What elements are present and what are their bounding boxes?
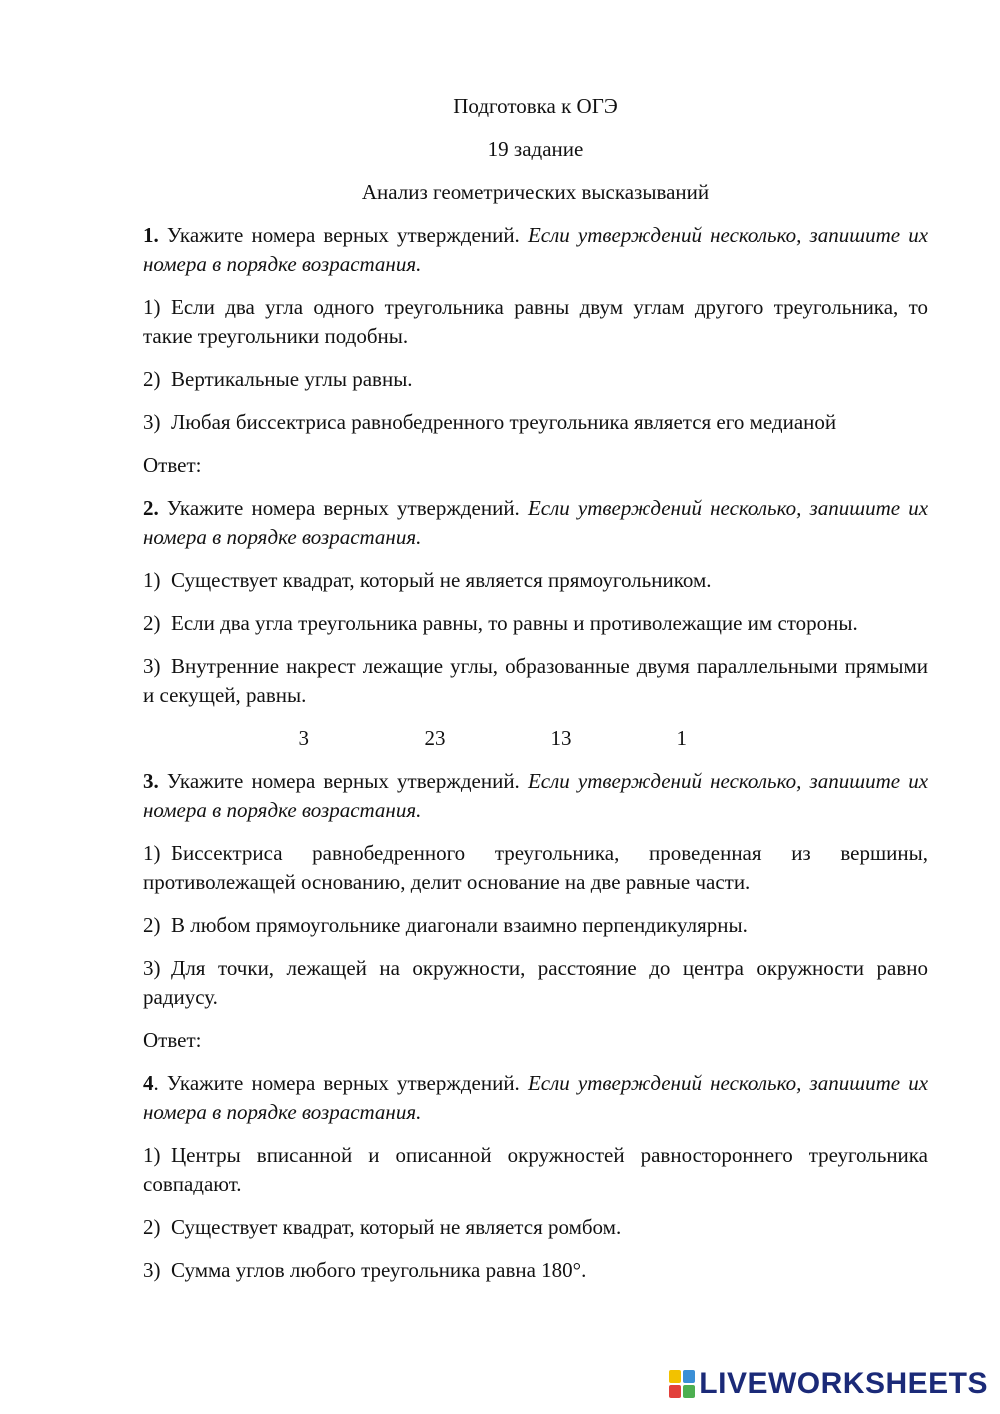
instruction-text: Укажите номера верных утверждений.: [166, 223, 520, 247]
instruction-italic: Если утверждений несколько, запишите их номера в порядке возрастания.: [143, 496, 929, 549]
liveworksheets-logo: [669, 1366, 988, 1402]
instruction-text: Укажите номера верных утверждений.: [166, 496, 520, 520]
statement-item: 2) В любом прямоугольнике диагонали взаимно перпендикулярны.: [143, 913, 748, 937]
question-number: 4: [143, 1071, 154, 1095]
task-number: 19 задание: [487, 137, 584, 161]
statement-item: 3) Внутренние накрест лежащие углы, образованные двумя параллельными прямыми и секущей, равны.: [143, 654, 928, 707]
answer-option[interactable]: 3: [298, 726, 309, 750]
instruction-text: Укажите номера верных утверждений.: [166, 769, 520, 793]
instruction-italic: Если утверждений несколько, запишите их номера в порядке возрастания.: [143, 1071, 929, 1124]
question-number: 1.: [143, 223, 159, 247]
statement-item: 1) Существует квадрат, который не является прямоугольником.: [143, 568, 712, 592]
statement-item: 2) Если два угла треугольника равны, то равны и противолежащие им стороны.: [143, 611, 858, 635]
statement-item: 2) Вертикальные углы равны.: [143, 367, 413, 391]
answer-label: Ответ:: [143, 453, 202, 477]
question-number: 2.: [143, 496, 159, 520]
question-prompt: [143, 767, 928, 825]
statement-item: 3) Сумма углов любого треугольника равна 180°.: [143, 1258, 587, 1282]
question-prompt: 4. Укажите номера верных утверждений. Если утверждений несколько, запишите их номера в порядке возрастания.: [143, 1071, 929, 1124]
statement-item: 1) Центры вписанной и описанной окружностей равностороннего треугольника совпадают.: [143, 1143, 928, 1196]
instruction-italic: Если утверждений несколько, запишите их номера в порядке возрастания.: [143, 769, 929, 822]
logo-text: LIVEWORKSHEETS: [699, 1367, 988, 1400]
statement-item: 1) Биссектриса равнобедренного треугольника, проведенная из вершины, противолежащей основанию, делит основание на две равные части.: [143, 841, 928, 894]
question-4: [143, 1069, 928, 1285]
instruction-italic: Если утверждений несколько, запишите их номера в порядке возрастания.: [143, 223, 929, 276]
page-title: Подготовка к ОГЭ: [453, 94, 618, 118]
answer-label: Ответ:: [143, 1028, 202, 1052]
statement-item: 3) Любая биссектриса равнобедренного треугольника является его медианой: [143, 410, 837, 434]
question-prompt: [143, 494, 928, 552]
question-3: [143, 767, 928, 1055]
page-subtitle: Анализ геометрических высказываний: [361, 180, 710, 204]
answer-option[interactable]: 1: [676, 726, 687, 750]
answer-option[interactable]: 23: [424, 726, 446, 750]
answer-options: [143, 724, 928, 753]
statement-item: 1) Если два угла одного треугольника равны двум углам другого треугольника, то такие треугольники подобны.: [143, 295, 928, 348]
liveworksheets-logo-icon: [669, 1370, 695, 1398]
answer-option[interactable]: 13: [550, 726, 572, 750]
question-2: [143, 494, 928, 753]
question-number: 3.: [143, 769, 159, 793]
question-1: [143, 221, 928, 480]
instruction-text: Укажите номера верных утверждений.: [166, 1071, 520, 1095]
statement-item: 2) Существует квадрат, который не является ромбом.: [143, 1215, 622, 1239]
worksheet-page: [143, 92, 928, 1299]
question-prompt: [143, 221, 928, 279]
statement-item: 3) Для точки, лежащей на окружности, расстояние до центра окружности равно радиусу.: [143, 956, 928, 1009]
